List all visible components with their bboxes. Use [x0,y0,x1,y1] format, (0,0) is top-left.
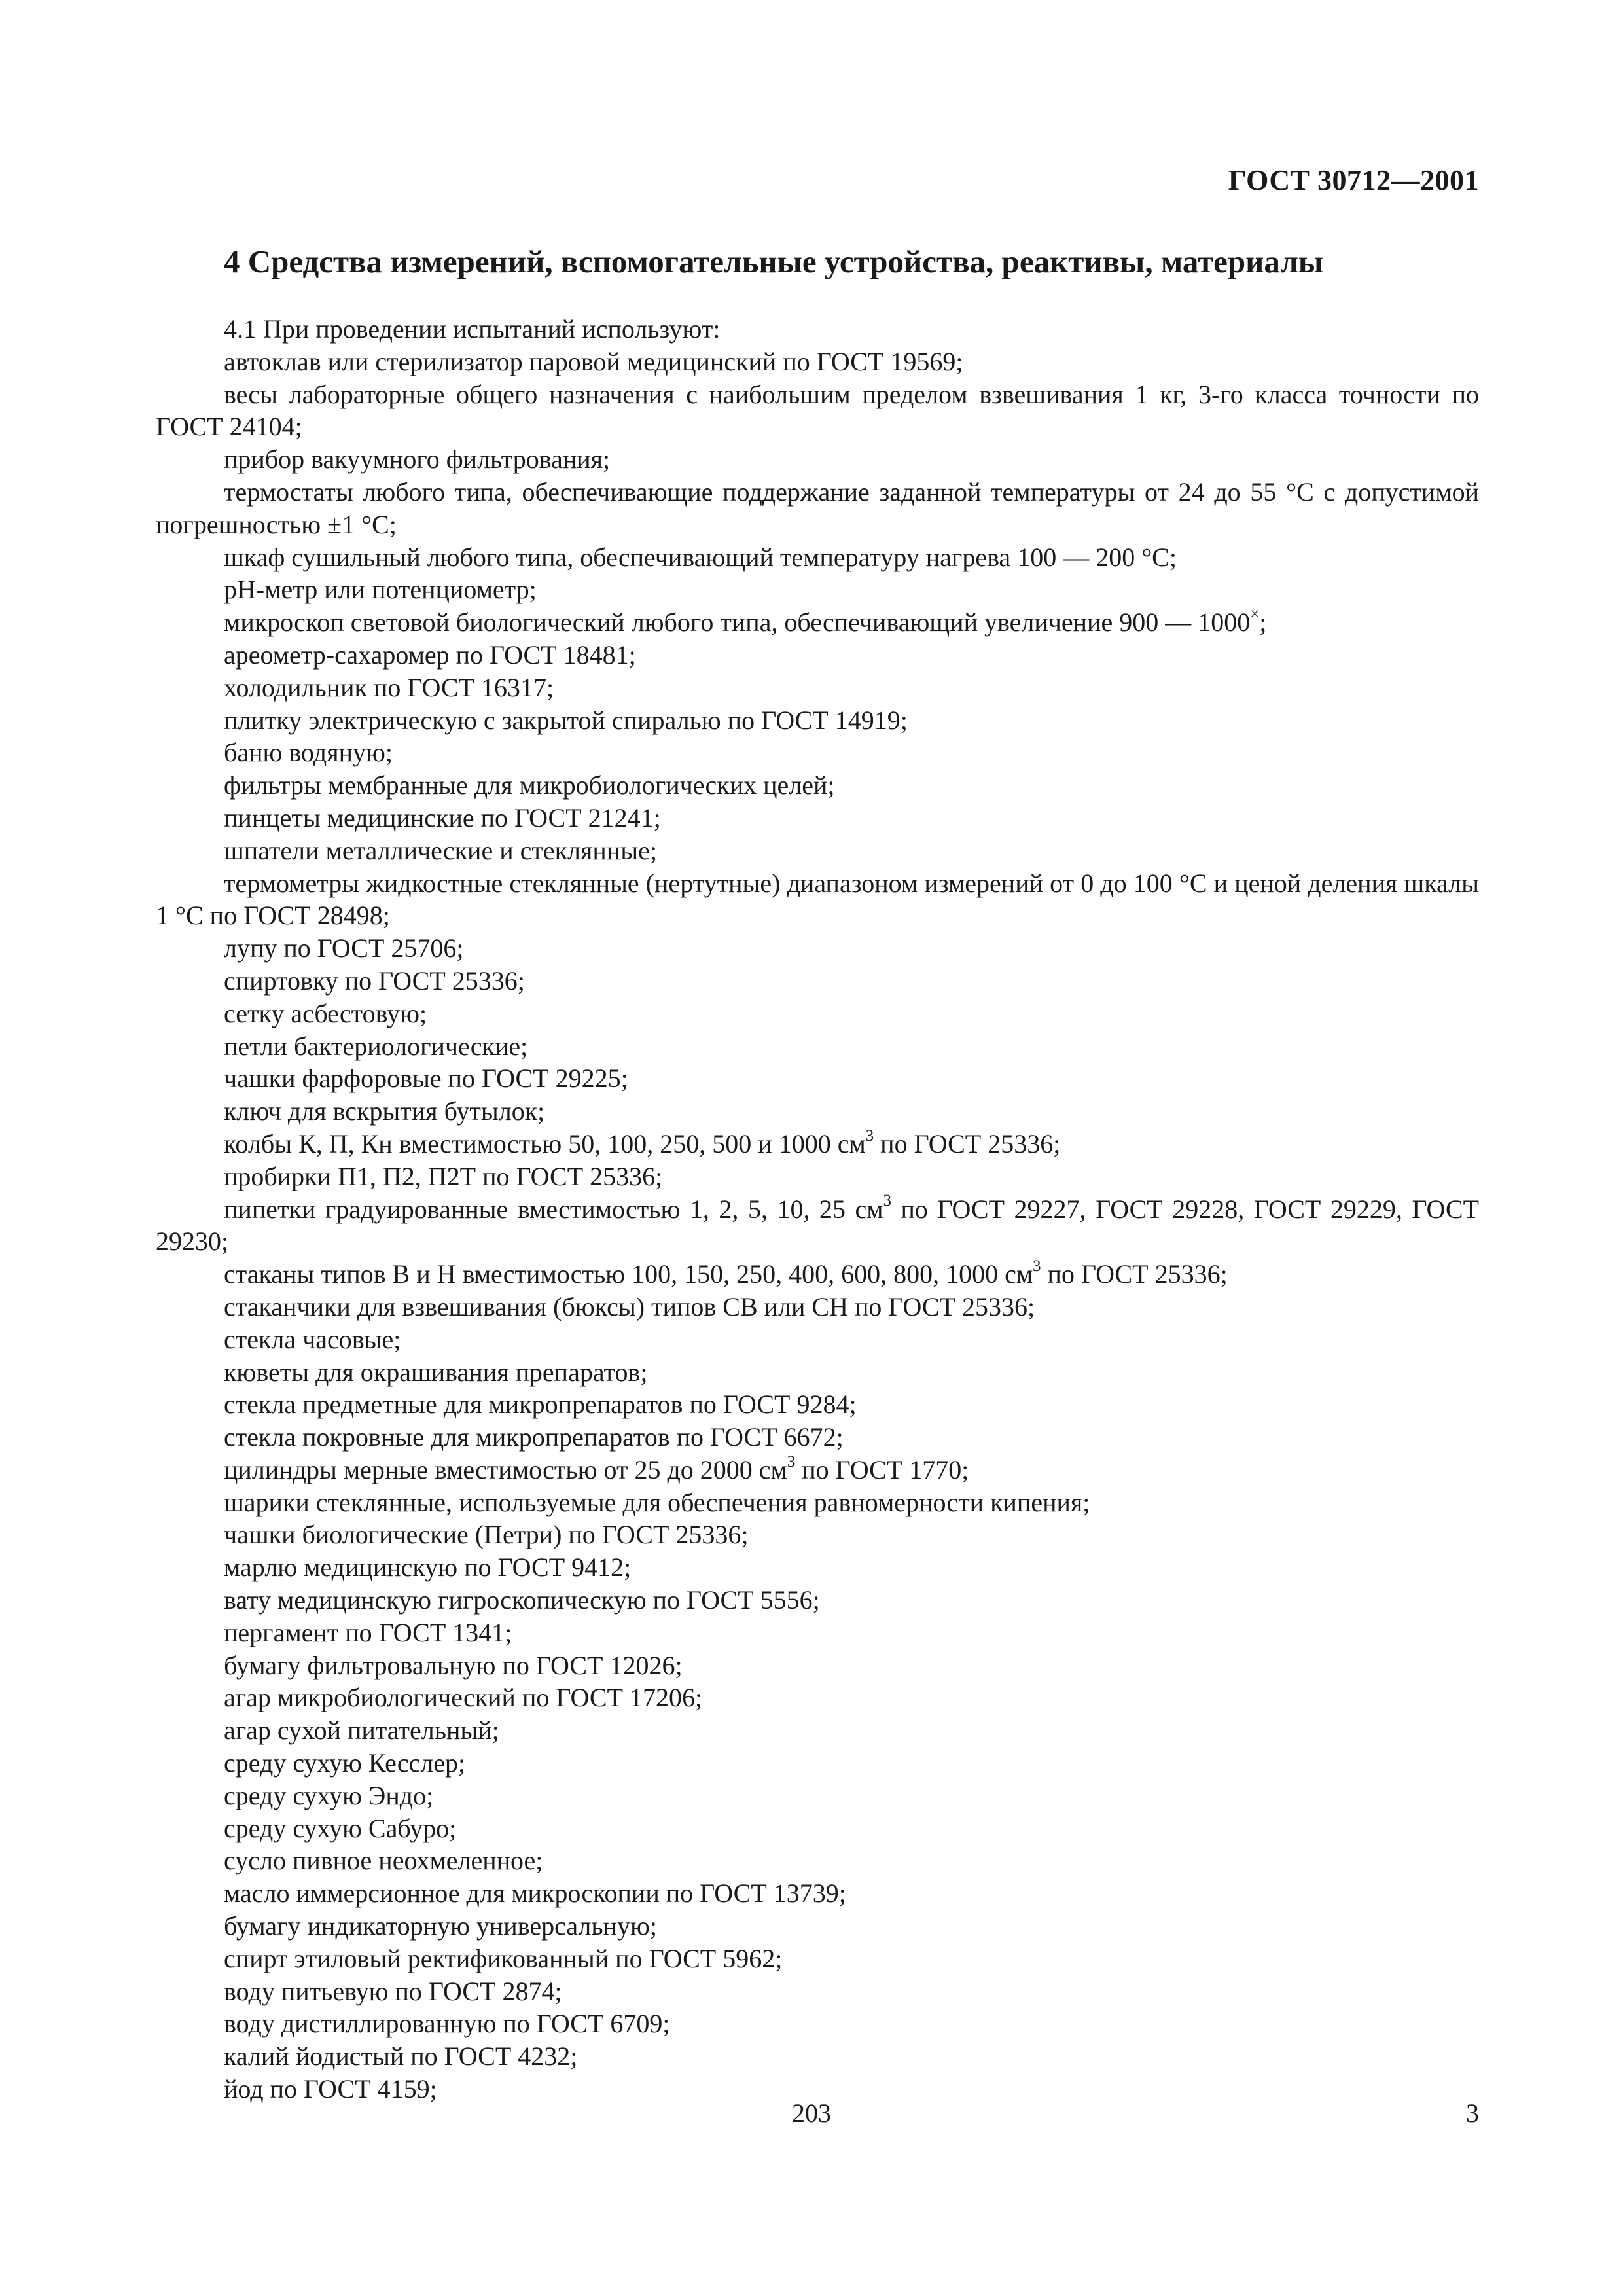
list-item-text: пробирки П1, П2, П2Т по ГОСТ 25336; [224,1161,663,1191]
list-item [156,802,1479,834]
list-item [156,1617,1479,1649]
list-item [156,2007,1479,2040]
list-item-text: рН-метр или потенциометр; [224,575,537,605]
list-item-text-tail: по ГОСТ 1770; [795,1454,969,1484]
list-item [156,2040,1479,2073]
list-item-text: стаканчики для взвешивания (бюксы) типов СВ или СН по ГОСТ 25336; [224,1291,1035,1321]
list-item-text: стекла часовые; [224,1324,401,1354]
list-item [156,867,1479,933]
list-item-text: чашки биологические (Петри) по ГОСТ 25336; [224,1520,749,1550]
list-item [156,1714,1479,1747]
list-item [156,1910,1479,1943]
section-title: 4 Средства измерений, вспомогательные устройства, реактивы, материалы [224,243,1324,279]
list-item [156,736,1479,769]
list-item-text: автоклав или стерилизатор паровой медицинский по ГОСТ 19569; [224,346,963,376]
list-item-text: йод по ГОСТ 4159; [224,2074,437,2104]
list-item-text: баню водяную; [224,738,393,768]
list-item [156,313,1479,346]
list-item-text: ключ для вскрытия бутылок; [224,1096,545,1126]
list-item-text: калий йодистый по ГОСТ 4232; [224,2041,578,2072]
list-item [156,1291,1479,1323]
list-item [156,1356,1479,1389]
list-item [156,1844,1479,1877]
list-item-text: стаканы типов В и Н вместимостью 100, 150, 250, 400, 600, 800, 1000 см [224,1259,1033,1289]
superscript: 3 [865,1126,874,1145]
list-item [156,1812,1479,1845]
list-item-text: стекла предметные для микропрепаратов по ГОСТ 9284; [224,1390,857,1420]
list-item-text: спирт этиловый ректификованный по ГОСТ 5962; [224,1943,783,1973]
list-item-text: 4.1 При проведении испытаний используют: [224,314,721,344]
list-item [156,346,1479,378]
list-item [156,1193,1479,1259]
list-item-text: бумагу фильтровальную по ГОСТ 12026; [224,1650,683,1680]
list-item [156,541,1479,574]
list-item-text: цилиндры мерные вместимостью от 25 до 2000 см [224,1454,787,1484]
list-item [156,573,1479,606]
list-item-text: пипетки градуированные вместимостью 1, 2, 5, 10, 25 см [224,1194,883,1224]
list-item-text: прибор вакуумного фильтрования; [224,444,611,475]
list-item-text: петли бактериологические; [224,1031,528,1061]
list-item [156,1421,1479,1454]
list-item [156,606,1479,639]
list-item [156,1780,1479,1812]
list-item-text-tail: по ГОСТ 25336; [874,1128,1061,1158]
list-item-text-tail: по ГОСТ 29227, ГОСТ 29228, ГОСТ 29229, ГОСТ 29230; [156,1194,1479,1257]
list-item [156,997,1479,1030]
list-item-text: среду сухую Эндо; [224,1780,434,1810]
list-item-text: вату медицинскую гигроскопическую по ГОСТ 5556; [224,1585,820,1615]
page-number: 3 [1466,2098,1479,2128]
list-item-text: кюветы для окрашивания препаратов; [224,1357,648,1387]
list-item-text: фильтры мембранные для микробиологических целей; [224,770,835,800]
list-item-text: среду сухую Кесслер; [224,1748,466,1778]
list-item-text-tail: ; [1259,607,1267,637]
list-item [156,932,1479,965]
list-item [156,672,1479,704]
list-item [156,476,1479,541]
list-item-text: масло иммерсионное для микроскопии по ГОСТ 13739; [224,1878,846,1909]
list-item-text: воду дистиллированную по ГОСТ 6709; [224,2009,670,2039]
list-item [156,1975,1479,2008]
list-item [156,443,1479,476]
list-item-text: лупу по ГОСТ 25706; [224,933,464,963]
list-item [156,1160,1479,1193]
list-item-text-tail: по ГОСТ 25336; [1041,1259,1228,1289]
list-item [156,1877,1479,1910]
list-item [156,834,1479,867]
list-item-text: шарики стеклянные, используемые для обеспечения равномерности кипения; [224,1487,1090,1517]
list-item-text: шкаф сушильный любого типа, обеспечивающий температуру нагрева 100 — 200 °С; [224,542,1177,572]
list-item [156,769,1479,802]
list-item-text: марлю медицинскую по ГОСТ 9412; [224,1552,632,1583]
list-item-text: чашки фарфоровые по ГОСТ 29225; [224,1064,628,1094]
list-item-text: холодильник по ГОСТ 16317; [224,672,554,702]
list-item-text: бумагу индикаторную универсальную; [224,1911,658,1941]
list-item [156,1128,1479,1160]
list-item [156,1551,1479,1584]
list-item-text: пергамент по ГОСТ 1341; [224,1617,512,1647]
list-item-text: колбы К, П, Кн вместимостью 50, 100, 250, 500 и 1000 см [224,1128,866,1158]
list-item [156,1258,1479,1291]
list-item [156,1943,1479,1975]
list-item-text: ареометр-сахаромер по ГОСТ 18481; [224,639,636,670]
superscript: 3 [787,1452,796,1471]
list-item-text: агар сухой питательный; [224,1715,499,1746]
list-item [156,1649,1479,1682]
list-item-text: термостаты любого типа, обеспечивающие поддержание заданной температуры от 24 до 55 °С с допустимой погрешностью ±1 °С; [156,476,1479,539]
list-item-text: шпатели металлические и стеклянные; [224,835,657,865]
list-item-text: весы лабораторные общего назначения с наибольшим пределом взвешивания 1 кг, 3-го класса точности по ГОСТ 24104; [156,379,1479,442]
list-item [156,1062,1479,1095]
superscript: × [1250,605,1260,624]
superscript: 3 [883,1192,891,1210]
list-item [156,1486,1479,1519]
list-item [156,1388,1479,1421]
document-code: ГОСТ 30712—2001 [1228,164,1479,196]
list-item-text: стекла покровные для микропрепаратов по ГОСТ 6672; [224,1422,844,1452]
list-item-text: пинцеты медицинские по ГОСТ 21241; [224,802,661,833]
superscript: 3 [1033,1257,1041,1276]
list-item-text: воду питьевую по ГОСТ 2874; [224,1976,562,2006]
list-item [156,1454,1479,1486]
list-item-text: сетку асбестовую; [224,998,427,1028]
list-item [156,1747,1479,1780]
list-item-text: плитку электрическую с закрытой спиралью по ГОСТ 14919; [224,705,908,735]
list-item [156,965,1479,997]
list-item-text: среду сухую Сабуро; [224,1813,457,1843]
list-item-text: агар микробиологический по ГОСТ 17206; [224,1683,703,1713]
list-item [156,378,1479,444]
list-item [156,1030,1479,1063]
list-item [156,639,1479,672]
list-item-text: спиртовку по ГОСТ 25336; [224,965,525,996]
list-item-text: термометры жидкостные стеклянные (нертутные) диапазоном измерений от 0 до 100 °С и ценой деления шкалы 1 °С по ГОСТ 28498; [156,868,1479,931]
list-item-text: микроскоп световой биологический любого типа, обеспечивающий увеличение 900 — 1000 [224,607,1251,637]
list-item [156,1681,1479,1714]
sequential-page-number: 203 [792,2098,831,2128]
list-item [156,1095,1479,1128]
list-item-text: сусло пивное неохмеленное; [224,1846,543,1876]
list-item [156,1518,1479,1551]
equipment-list [156,313,1479,2106]
list-item [156,704,1479,737]
list-item [156,1584,1479,1617]
list-item [156,1323,1479,1356]
